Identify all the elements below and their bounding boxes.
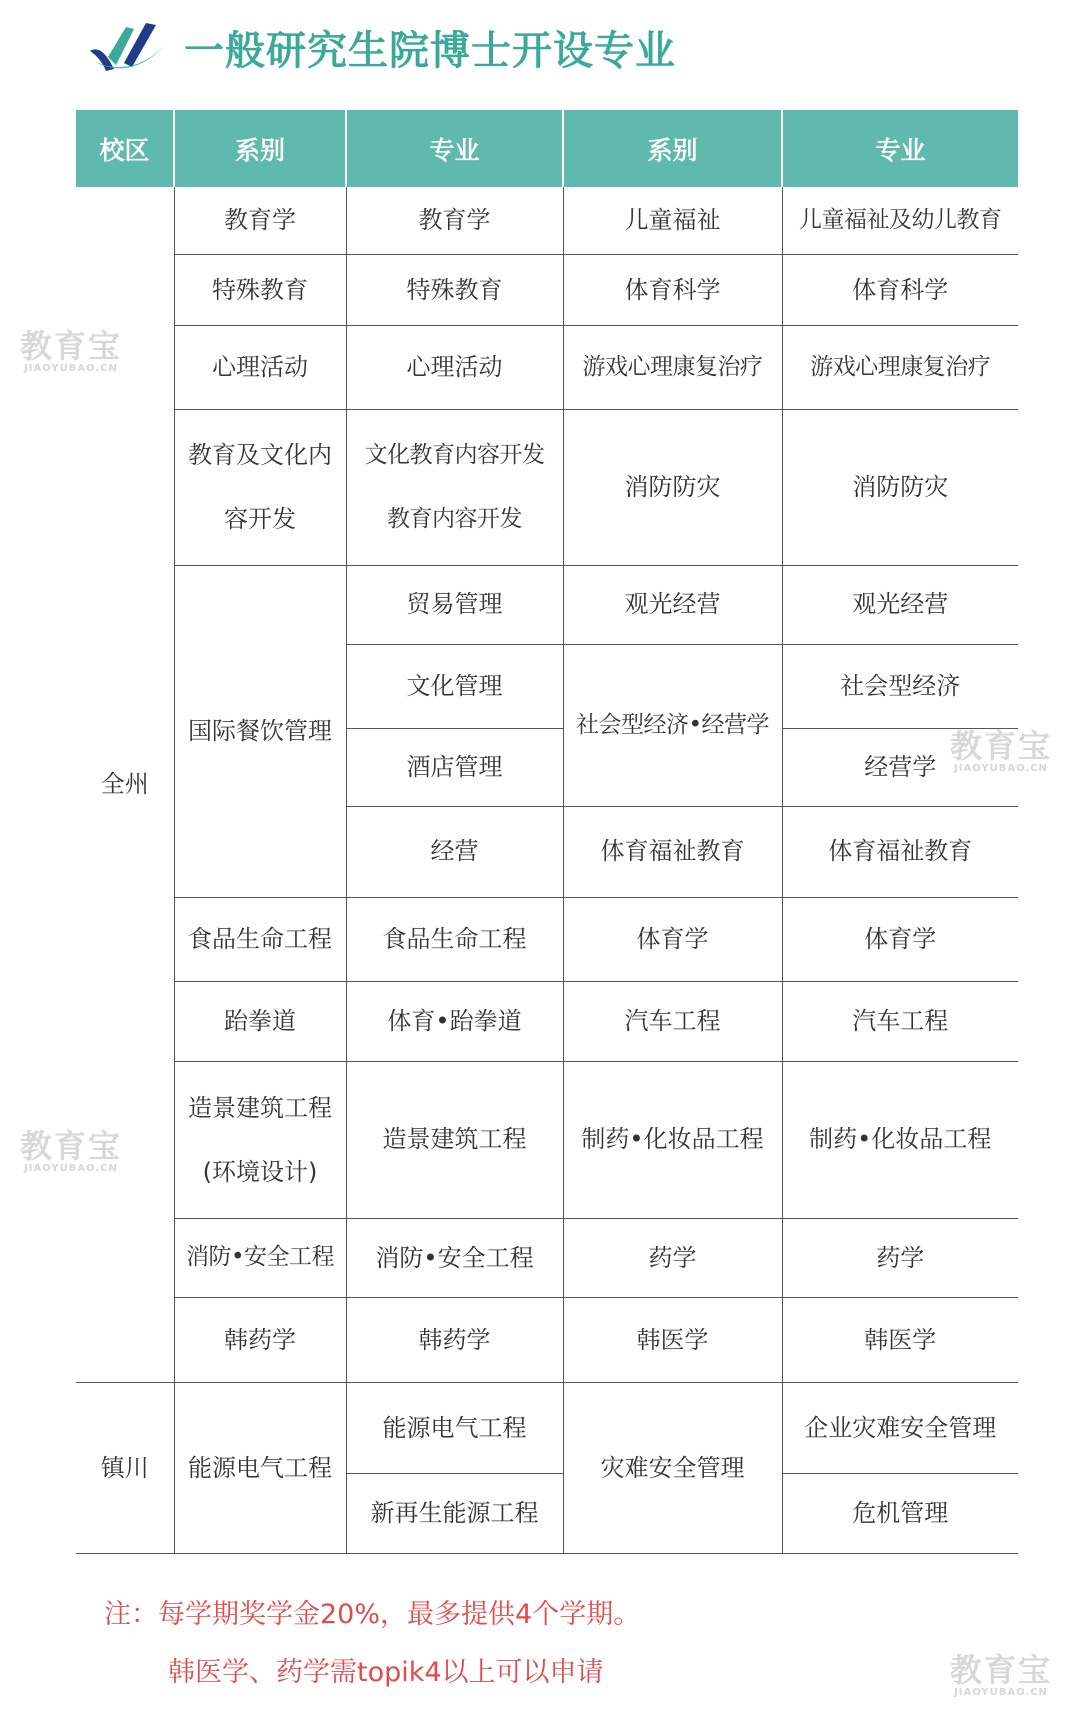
table-cell: 汽车工程 bbox=[563, 981, 782, 1061]
cell-line: 容开发 bbox=[224, 505, 296, 534]
cell-line: 造景建筑工程 bbox=[188, 1094, 332, 1122]
table-cell: 体育福祉教育 bbox=[782, 807, 1018, 897]
table-row bbox=[76, 981, 1018, 1061]
cell-line: (环境设计) bbox=[202, 1158, 318, 1186]
table-cell: 观光经营 bbox=[782, 565, 1018, 644]
table-row bbox=[76, 326, 1018, 409]
campus-quanzhou: 全州 bbox=[100, 770, 149, 799]
table-cell: 体育科学 bbox=[782, 255, 1018, 326]
table-cell: 体育学 bbox=[563, 897, 782, 981]
university-logo-icon bbox=[86, 17, 168, 77]
table-cell: 经营 bbox=[346, 807, 563, 897]
table-cell: 食品生命工程 bbox=[174, 897, 346, 981]
table-cell: 企业灾难安全管理 bbox=[782, 1383, 1018, 1473]
table-row bbox=[76, 255, 1018, 326]
table-cell bbox=[174, 409, 346, 565]
note-line-1: 注：每学期奖学金20%，最多提供4个学期。 bbox=[104, 1599, 641, 1630]
table-row bbox=[76, 187, 1018, 255]
table-cell: 游戏心理康复治疗 bbox=[563, 326, 782, 409]
table-cell: 贸易管理 bbox=[346, 565, 563, 644]
page-title: 一般研究生院博士开设专业 bbox=[184, 27, 676, 74]
table-cell: 灾难安全管理 bbox=[563, 1383, 782, 1554]
table-cell: 儿童福祉 bbox=[563, 187, 782, 255]
watermark: 教育宝 JIAOYUBAO.CN bbox=[20, 1127, 123, 1174]
table-cell: 体育学 bbox=[782, 897, 1018, 981]
table-cell: 制药•化妆品工程 bbox=[563, 1061, 782, 1218]
watermark: 教育宝 JIAOYUBAO.CN bbox=[950, 727, 1053, 774]
table-row bbox=[76, 565, 1018, 644]
table-cell: 心理活动 bbox=[346, 326, 563, 409]
watermark: 教育宝 JIAOYUBAO.CN bbox=[950, 1651, 1053, 1698]
table-row bbox=[76, 1298, 1018, 1383]
table-cell: 特殊教育 bbox=[346, 255, 563, 326]
table-cell: 韩医学 bbox=[563, 1298, 782, 1383]
table-cell: 经营学 bbox=[782, 729, 1018, 807]
header-department-2: 系别 bbox=[563, 110, 782, 187]
table-cell bbox=[174, 1061, 346, 1218]
table-cell: 教育学 bbox=[346, 187, 563, 255]
table-row bbox=[76, 1383, 1018, 1473]
table-cell: 社会型经济 bbox=[782, 644, 1018, 728]
table-cell: 消防防灾 bbox=[782, 409, 1018, 565]
table-cell: 文化管理 bbox=[346, 644, 563, 728]
table-cell: 消防防灾 bbox=[563, 409, 782, 565]
campus-zhenchuan: 镇川 bbox=[76, 1383, 174, 1554]
cell-line: 教育及文化内 bbox=[188, 441, 332, 470]
table-cell: 消防•安全工程 bbox=[174, 1219, 346, 1298]
table-cell: 体育•跆拳道 bbox=[346, 981, 563, 1061]
note-line-2: 韩医学、药学需topik4以上可以申请 bbox=[168, 1657, 604, 1688]
table-cell: 消防•安全工程 bbox=[346, 1219, 563, 1298]
table-cell bbox=[346, 409, 563, 565]
table-row bbox=[76, 897, 1018, 981]
table-cell: 社会型经济•经营学 bbox=[563, 644, 782, 806]
table-cell: 儿童福祉及幼儿教育 bbox=[782, 187, 1018, 255]
table-cell: 游戏心理康复治疗 bbox=[782, 326, 1018, 409]
cell-line: 教育内容开发 bbox=[387, 506, 522, 533]
table-cell: 能源电气工程 bbox=[346, 1383, 563, 1473]
majors-table bbox=[76, 110, 1018, 1554]
cell-line: 文化教育内容开发 bbox=[364, 442, 545, 469]
table-cell: 制药•化妆品工程 bbox=[782, 1061, 1018, 1218]
table-cell: 体育科学 bbox=[563, 255, 782, 326]
table-cell: 危机管理 bbox=[782, 1473, 1018, 1553]
table-cell: 汽车工程 bbox=[782, 981, 1018, 1061]
table-cell: 酒店管理 bbox=[346, 729, 563, 807]
header-major-2: 专业 bbox=[782, 110, 1018, 187]
header-major-1: 专业 bbox=[346, 110, 563, 187]
table-cell: 跆拳道 bbox=[174, 981, 346, 1061]
table-cell: 食品生命工程 bbox=[346, 897, 563, 981]
table-cell: 观光经营 bbox=[563, 565, 782, 644]
table-cell: 药学 bbox=[782, 1219, 1018, 1298]
table-cell: 韩医学 bbox=[782, 1298, 1018, 1383]
table-cell: 国际餐饮管理 bbox=[174, 565, 346, 897]
table-row bbox=[76, 1061, 1018, 1218]
table-cell: 体育福祉教育 bbox=[563, 807, 782, 897]
header-department-1: 系别 bbox=[174, 110, 346, 187]
table-cell: 教育学 bbox=[174, 187, 346, 255]
table-cell: 能源电气工程 bbox=[174, 1383, 346, 1554]
table-row bbox=[76, 409, 1018, 565]
table-header-row bbox=[76, 110, 1018, 187]
table-cell: 新再生能源工程 bbox=[346, 1473, 563, 1553]
table-cell: 特殊教育 bbox=[174, 255, 346, 326]
table-cell: 药学 bbox=[563, 1219, 782, 1298]
table-row bbox=[76, 1219, 1018, 1298]
table-cell: 心理活动 bbox=[174, 326, 346, 409]
watermark: 教育宝 JIAOYUBAO.CN bbox=[20, 327, 123, 374]
notes bbox=[104, 1586, 640, 1702]
table-cell: 韩药学 bbox=[174, 1298, 346, 1383]
page-header bbox=[86, 12, 676, 82]
table-cell: 韩药学 bbox=[346, 1298, 563, 1383]
header-campus: 校区 bbox=[76, 110, 174, 187]
table-cell: 造景建筑工程 bbox=[346, 1061, 563, 1218]
